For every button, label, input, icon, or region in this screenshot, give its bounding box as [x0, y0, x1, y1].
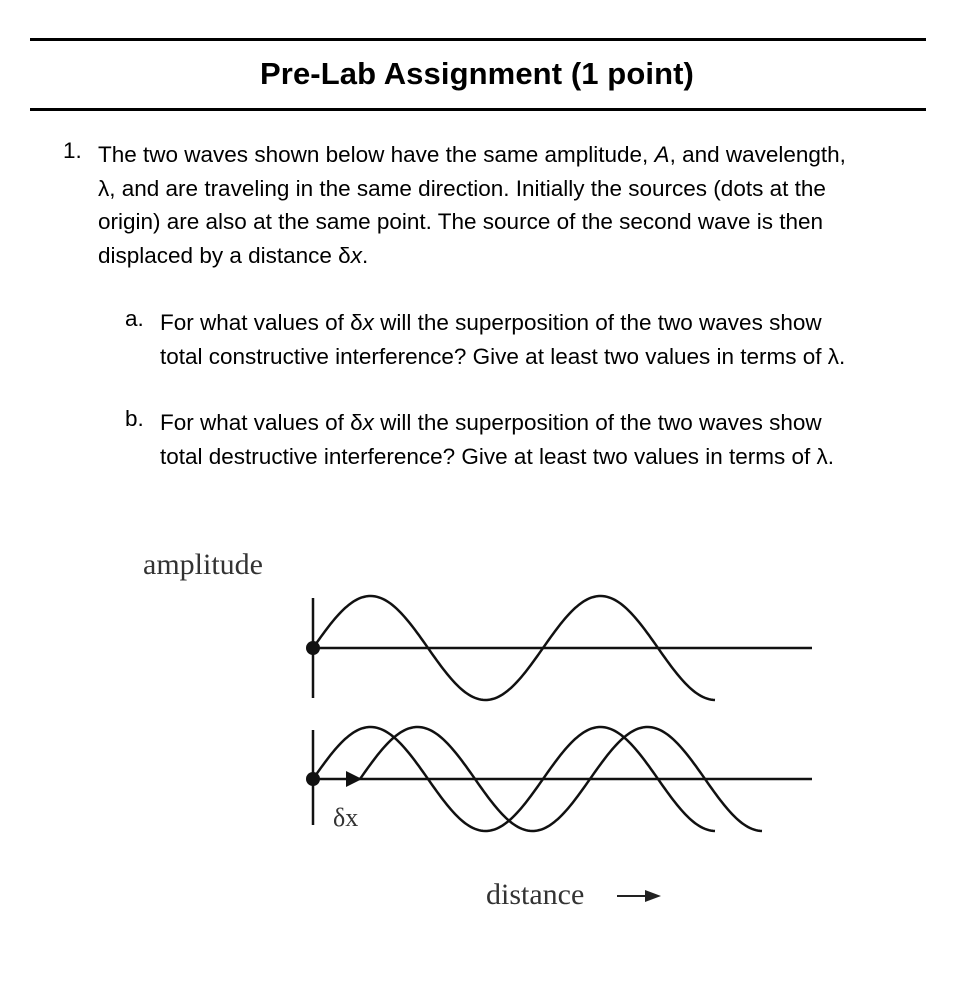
bottom-rule — [30, 108, 926, 111]
page-title: Pre-Lab Assignment (1 point) — [260, 56, 694, 91]
delta-x-label: δx — [333, 803, 359, 832]
distance-arrow-icon — [645, 890, 661, 902]
wave-2-source-dot — [306, 772, 320, 786]
question-text: The two waves shown below have the same amplitude, A, and wavelength, λ, and are traveling in the same direction. Initially the sources (dots at the origin) are also at the same point. The source of the second wave is then displaced by a distance δx. — [98, 142, 846, 268]
displacement-arrowhead — [346, 771, 362, 787]
question-number: 1. — [63, 138, 82, 163]
subquestion-a-letter: a. — [125, 306, 144, 331]
top-rule — [30, 38, 926, 41]
distance-label: distance — [486, 878, 585, 911]
wave-figure — [0, 520, 954, 940]
subquestion-b-text: For what values of δx will the superposition of the two waves show total destructive interference? Give at least two values in terms of λ. — [160, 410, 835, 469]
amplitude-label: amplitude — [143, 548, 263, 581]
subquestion-a-text: For what values of δx will the superposition of the two waves show total constructive interference? Give at least two values in terms of λ. — [160, 310, 846, 369]
wave-1-source-dot — [306, 641, 320, 655]
subquestion-b-letter: b. — [125, 406, 144, 431]
